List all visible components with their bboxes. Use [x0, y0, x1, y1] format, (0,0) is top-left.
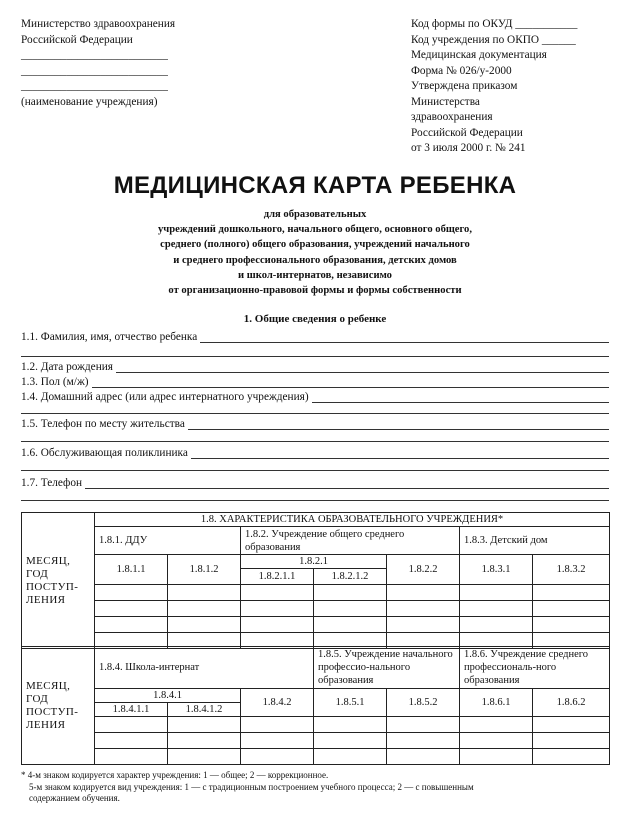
federation-line: Российской Федерации	[21, 33, 133, 46]
field-label: 1.7. Телефон	[21, 477, 83, 489]
field-label: 1.1. Фамилия, имя, отчество ребенка	[21, 331, 198, 343]
page-title: МЕДИЦИНСКАЯ КАРТА РЕБЕНКА	[113, 172, 517, 199]
cell[interactable]	[241, 717, 314, 733]
cell[interactable]	[460, 749, 533, 765]
field-home-phone[interactable]	[21, 418, 609, 430]
fill-line[interactable]	[191, 447, 609, 459]
fill-line[interactable]	[85, 477, 609, 489]
cell[interactable]	[314, 585, 387, 601]
subtitle-line: и среднего профессионального образования, детских домов	[173, 254, 457, 266]
col-1851: 1.8.5.1	[314, 689, 387, 717]
institution-table-1	[21, 512, 610, 649]
cell[interactable]	[387, 585, 460, 601]
cell[interactable]	[460, 717, 533, 733]
field-label: 1.3. Пол (м/ж)	[21, 376, 89, 388]
ministry-line-r1: Министерства	[411, 95, 480, 108]
group-general-school: 1.8.2. Учреждение общего среднего образования	[241, 527, 460, 555]
extra-line[interactable]	[21, 413, 609, 414]
group-secondary-vocational: 1.8.6. Учреждение среднего профессиональ-ного образования	[460, 647, 610, 689]
col-1812: 1.8.1.2	[168, 555, 241, 585]
cell[interactable]	[314, 617, 387, 633]
ministry-line: Министерство здравоохранения	[21, 18, 176, 30]
field-clinic[interactable]	[21, 447, 609, 459]
group-ddu: 1.8.1. ДДУ	[95, 527, 241, 555]
fill-line[interactable]	[312, 391, 609, 403]
col-1811: 1.8.1.1	[95, 555, 168, 585]
col-1852: 1.8.5.2	[387, 689, 460, 717]
cell[interactable]	[241, 601, 314, 617]
cell[interactable]	[95, 733, 168, 749]
cell[interactable]	[460, 733, 533, 749]
col-1841: 1.8.4.1	[95, 689, 241, 703]
order-date: от 3 июля 2000 г. № 241	[411, 142, 526, 154]
cell[interactable]	[95, 717, 168, 733]
doc-type: Медицинская документация	[411, 49, 547, 61]
cell[interactable]	[387, 733, 460, 749]
col-1831: 1.8.3.1	[460, 555, 533, 585]
cell[interactable]	[241, 733, 314, 749]
month-year-header: МЕСЯЦ, ГОД ПОСТУП- ЛЕНИЯ	[22, 513, 95, 649]
cell[interactable]	[533, 749, 610, 765]
cell[interactable]	[533, 733, 610, 749]
cell[interactable]	[241, 585, 314, 601]
institution-blank-1: __________________________	[21, 49, 168, 61]
fill-line[interactable]	[116, 361, 609, 373]
field-label: 1.4. Домашний адрес (или адрес интернатного учреждения)	[21, 391, 309, 403]
cell[interactable]	[168, 617, 241, 633]
institution-table-2	[21, 646, 610, 765]
footnote-line: содержанием обучения.	[29, 793, 120, 803]
cell[interactable]	[387, 601, 460, 617]
fill-line[interactable]	[92, 376, 609, 388]
cell[interactable]	[533, 601, 610, 617]
subtitle-line: среднего (полного) общего образования, учреждений начального	[160, 239, 470, 251]
cell[interactable]	[314, 601, 387, 617]
extra-line[interactable]	[21, 356, 609, 357]
cell[interactable]	[95, 601, 168, 617]
form-code-block	[411, 17, 621, 157]
form-number: Форма № 026/у-2000	[411, 64, 512, 77]
col-1821: 1.8.2.1	[241, 555, 387, 569]
cell[interactable]	[168, 733, 241, 749]
subtitle-line: учреждений дошкольного, начального общего, основного общего,	[157, 224, 472, 236]
col-18411: 1.8.4.1.1	[95, 703, 168, 717]
extra-line[interactable]	[21, 500, 609, 501]
cell[interactable]	[387, 617, 460, 633]
cell[interactable]	[533, 585, 610, 601]
section-title: 1. Общие сведения о ребенке	[243, 313, 387, 325]
subtitle-line: и школ-интернатов, независимо	[238, 269, 392, 281]
ministry-line-r3: Российской Федерации	[411, 126, 523, 139]
extra-line[interactable]	[21, 441, 609, 442]
cell[interactable]	[168, 717, 241, 733]
month-year-header: МЕСЯЦ, ГОД ПОСТУП- ЛЕНИЯ	[22, 647, 95, 765]
field-birth-date[interactable]	[21, 361, 609, 373]
cell[interactable]	[168, 749, 241, 765]
group-primary-vocational: 1.8.5. Учреждение начального профессио-нального образования	[314, 647, 460, 689]
col-1832: 1.8.3.2	[533, 555, 610, 585]
cell[interactable]	[95, 585, 168, 601]
approved-line: Утверждена приказом	[411, 80, 518, 92]
table-header: 1.8. ХАРАКТЕРИСТИКА ОБРАЗОВАТЕЛЬНОГО УЧРЕЖДЕНИЯ*	[95, 513, 610, 527]
col-18212: 1.8.2.1.2	[314, 569, 387, 585]
subtitle	[0, 207, 630, 298]
cell[interactable]	[241, 749, 314, 765]
cell[interactable]	[533, 617, 610, 633]
cell[interactable]	[314, 717, 387, 733]
field-home-address[interactable]	[21, 391, 609, 403]
col-1862: 1.8.6.2	[533, 689, 610, 717]
field-label: 1.5. Телефон по месту жительства	[21, 418, 185, 430]
ministry-line-r2: здравоохранения	[411, 111, 493, 123]
extra-line[interactable]	[21, 470, 609, 471]
col-1822: 1.8.2.2	[387, 555, 460, 585]
institution-blank-2: __________________________	[21, 64, 168, 77]
cell[interactable]	[387, 749, 460, 765]
cell[interactable]	[460, 617, 533, 633]
col-18412: 1.8.4.1.2	[168, 703, 241, 717]
cell[interactable]	[387, 717, 460, 733]
fill-line[interactable]	[200, 331, 609, 343]
field-label: 1.6. Обслуживающая поликлиника	[21, 447, 188, 459]
field-label: 1.2. Дата рождения	[21, 361, 113, 373]
field-sex[interactable]	[21, 376, 609, 388]
field-phone[interactable]	[21, 477, 609, 489]
cell[interactable]	[533, 717, 610, 733]
footnote-line: 5-м знаком кодируется вид учреждения: 1 — с традиционным построением учебного процесса; 2 — с повышенным	[29, 781, 474, 792]
cell[interactable]	[460, 585, 533, 601]
subtitle-line: для образовательных	[263, 209, 367, 220]
cell[interactable]	[95, 617, 168, 633]
cell[interactable]	[314, 749, 387, 765]
okpo-code: Код учреждения по ОКПО ______	[411, 33, 576, 46]
footnote	[21, 770, 621, 805]
footnote-line: * 4-м знаком кодируется характер учреждения: 1 — общее; 2 — коррекционное.	[21, 770, 329, 780]
fill-line[interactable]	[188, 418, 609, 430]
cell[interactable]	[168, 601, 241, 617]
field-full-name[interactable]	[21, 331, 609, 343]
cell[interactable]	[460, 601, 533, 617]
cell[interactable]	[314, 733, 387, 749]
col-1842: 1.8.4.2	[241, 689, 314, 717]
institution-block	[21, 17, 271, 110]
group-boarding-school: 1.8.4. Школа-интернат	[95, 647, 314, 689]
cell[interactable]	[168, 585, 241, 601]
group-orphanage: 1.8.3. Детский дом	[460, 527, 610, 555]
okud-code: Код формы по ОКУД ___________	[411, 18, 578, 30]
cell[interactable]	[95, 749, 168, 765]
institution-blank-3: __________________________	[21, 80, 168, 92]
institution-caption: (наименование учреждения)	[21, 95, 158, 108]
col-1861: 1.8.6.1	[460, 689, 533, 717]
col-18211: 1.8.2.1.1	[241, 569, 314, 585]
subtitle-line: от организационно-правовой формы и формы собственности	[168, 285, 462, 297]
cell[interactable]	[241, 617, 314, 633]
